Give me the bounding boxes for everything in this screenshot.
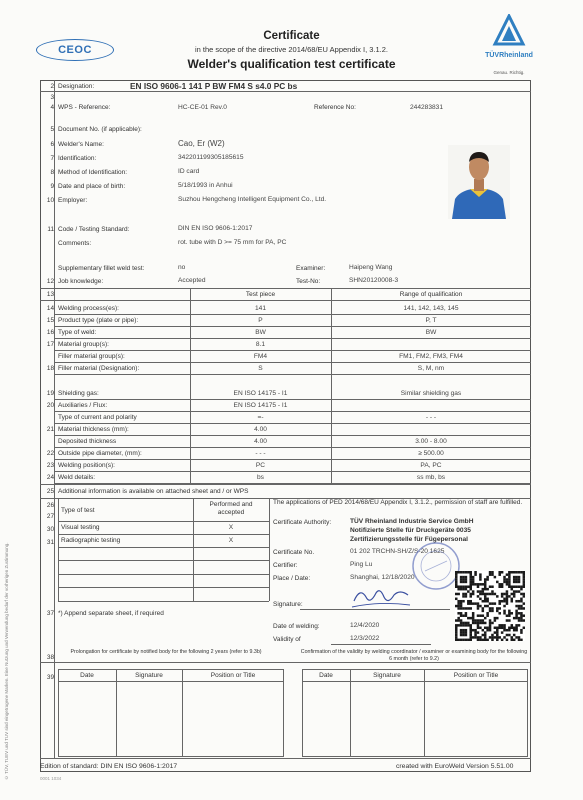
additional-info-text: Additional information is available on attached sheet and / or WPS bbox=[58, 488, 249, 495]
detail-row-test-value: BW bbox=[255, 329, 266, 336]
birth-label: Date and place of birth: bbox=[58, 183, 126, 190]
fillet-test-label: Supplementary fillet weld test: bbox=[58, 265, 145, 272]
validity-value: 12/3/2022 bbox=[350, 635, 380, 642]
test-result-cell: X bbox=[228, 524, 234, 531]
detail-row-label: Material thickness (mm): bbox=[58, 426, 129, 433]
detail-row-label: Filler material group(s): bbox=[58, 353, 125, 360]
ceoc-logo: CEOC bbox=[36, 39, 114, 61]
svg-text:Genau. Richtig.: Genau. Richtig. bbox=[493, 70, 525, 75]
official-stamp bbox=[411, 541, 461, 591]
employer-label: Employer: bbox=[58, 197, 88, 204]
detail-row-test-value: S bbox=[258, 365, 263, 372]
detail-row-label: Auxiliaries / Flux: bbox=[58, 402, 108, 409]
test-type-cell: Visual testing bbox=[61, 524, 100, 531]
cert-no-value: 01 202 TRCHN-SH/Z/S-20 1625 bbox=[350, 548, 445, 555]
software-note: created with EuroWeld Version 5.51.00 bbox=[396, 763, 514, 770]
detail-row-number: 22 bbox=[46, 450, 54, 457]
detail-row-label: Product type (plate or pipe): bbox=[58, 317, 139, 324]
detail-row-test-value: 4.00 bbox=[254, 438, 267, 445]
wps-reference-label: WPS - Reference: bbox=[58, 104, 111, 111]
detail-row-test-value: - - - bbox=[255, 450, 266, 457]
test-type-cell: Radiographic testing bbox=[61, 537, 121, 544]
authority-line2: Notifizierte Stelle für Druckgeräte 0035 bbox=[350, 527, 471, 534]
detail-row-number: 21 bbox=[46, 426, 54, 433]
identification-label: Identification: bbox=[58, 155, 97, 162]
cert-no-label: Certificate No. bbox=[273, 549, 315, 556]
welder-certificate-title: Welder's qualification test certificate bbox=[187, 57, 396, 71]
fillet-test-value: no bbox=[178, 264, 186, 271]
detail-row-number: 16 bbox=[46, 329, 54, 336]
confirmation-table bbox=[302, 669, 528, 757]
reference-no-label: Reference No: bbox=[314, 104, 356, 111]
detail-row-number: 18 bbox=[46, 365, 54, 372]
examiner-label: Examiner: bbox=[296, 265, 326, 272]
detail-row-label: Filler material (Designation): bbox=[58, 365, 140, 372]
detail-row-test-value: bs bbox=[257, 474, 264, 481]
detail-row-range-value: ss mb, bs bbox=[416, 474, 446, 481]
place-date-value: Shanghai, 12/18/2020 bbox=[350, 574, 415, 581]
detail-row-label: Deposited thickness bbox=[58, 438, 117, 445]
detail-row-label: Type of weld: bbox=[58, 329, 97, 336]
detail-row-range-value: ≥ 500.00 bbox=[418, 450, 444, 457]
detail-row-range-value: P, T bbox=[425, 317, 437, 324]
identification-method-value: ID card bbox=[178, 168, 200, 175]
detail-row-test-value: =- bbox=[257, 414, 264, 421]
detail-row-number: 14 bbox=[46, 305, 54, 312]
detail-row-label: Material group(s): bbox=[58, 341, 109, 348]
detail-row-number: 24 bbox=[46, 474, 54, 481]
detail-row-label: Welding position(s): bbox=[58, 462, 115, 469]
detail-row-range-value: 3.00 - 8.00 bbox=[415, 438, 447, 445]
detail-row-range-value: - - - bbox=[425, 414, 437, 421]
comments-value: rot. tube with D >= 75 mm for PA, PC bbox=[178, 239, 287, 246]
certifier-value: Ping Lu bbox=[350, 561, 373, 568]
birth-value: 5/18/1993 in Anhui bbox=[178, 182, 233, 189]
detail-row-label: Shielding gas: bbox=[58, 390, 99, 397]
confirmation-signature-header: Signature bbox=[373, 672, 401, 679]
detail-row-range-value: FM1, FM2, FM3, FM4 bbox=[399, 353, 463, 360]
detail-row-test-value: EN ISO 14175 - I1 bbox=[233, 390, 288, 397]
detail-row-range-value: BW bbox=[425, 329, 437, 336]
comments-label: Comments: bbox=[58, 240, 92, 247]
test-no-value: SHN20120008-3 bbox=[349, 277, 399, 284]
detail-row-test-value: PC bbox=[255, 462, 266, 469]
test-piece-header: Test piece bbox=[245, 291, 276, 298]
testing-standard-label: Code / Testing Standard: bbox=[58, 226, 130, 233]
authority-line1: TÜV Rheinland Industrie Service GmbH bbox=[350, 518, 474, 525]
detail-row-test-value: 141 bbox=[254, 305, 266, 312]
detail-row-test-value: 4.00 bbox=[254, 426, 267, 433]
detail-row-range-value: Similar shielding gas bbox=[400, 390, 462, 397]
authority-line3: Zertifizierungsstelle für Fügepersonal bbox=[350, 536, 468, 543]
identification-value: 342201199305185615 bbox=[178, 154, 244, 161]
svg-text:TÜVRheinland: TÜVRheinland bbox=[485, 52, 533, 59]
detail-row-range-value: 141, 142, 143, 145 bbox=[403, 305, 459, 312]
detail-row-label: Weld details: bbox=[58, 474, 96, 481]
job-knowledge-value: Accepted bbox=[178, 277, 206, 284]
welding-date-label: Date of welding: bbox=[273, 623, 320, 630]
place-date-label: Place / Date: bbox=[273, 575, 311, 582]
range-header: Range of qualification bbox=[399, 291, 463, 298]
detail-row-number: 20 bbox=[46, 402, 54, 409]
test-no-label: Test-No: bbox=[296, 278, 321, 285]
detail-row-label: Type of current and polarity bbox=[58, 414, 137, 421]
detail-row-number: 23 bbox=[46, 462, 54, 469]
employer-value: Suzhou Hengcheng Intelligent Equipment Co., Ltd. bbox=[178, 196, 327, 203]
prolongation-date-header: Date bbox=[80, 672, 94, 679]
confirmation-note: Confirmation of the validity by welding coordinator / examiner or examining body for the following 6 month (refer to 9.2) bbox=[300, 649, 528, 662]
trademark-side-note: © TÜV, TUEV und TUV sind eingetragene Marken. Eine Nutzung und Verwendung bedarf der vorherigen Zustimmung. bbox=[4, 542, 9, 780]
detail-row-test-value: FM4 bbox=[253, 353, 268, 360]
detail-row-test-value: 8.1 bbox=[255, 341, 266, 348]
wps-reference-value: HC-CE-01 Rev.0 bbox=[178, 104, 227, 111]
welder-photo bbox=[448, 145, 510, 219]
detail-row-range-value: PA, PC bbox=[420, 462, 442, 469]
footer-code: 0001 1034 bbox=[40, 776, 62, 781]
detail-row-number: 17 bbox=[46, 341, 54, 348]
prolongation-table bbox=[58, 669, 284, 757]
detail-row-test-value: EN ISO 14175 - I1 bbox=[233, 402, 288, 409]
edition-of-standard: Edition of standard: DIN EN ISO 9606-1:2017 bbox=[40, 763, 178, 770]
reference-no-value: 244283831 bbox=[410, 104, 444, 111]
examiner-value: Haipeng Wang bbox=[349, 264, 393, 271]
prolongation-position-header: Position or Title bbox=[210, 672, 256, 679]
certificate-title: Certificate bbox=[263, 30, 320, 42]
qr-code bbox=[455, 571, 525, 641]
type-of-test-header: Type of test bbox=[61, 507, 95, 514]
document-no-label: Document No. (if applicable): bbox=[58, 126, 142, 133]
welder-name-value: Cao, Er (W2) bbox=[178, 139, 225, 148]
signature-label: Signature: bbox=[273, 601, 303, 608]
designation-label: Designation: bbox=[58, 83, 95, 90]
welding-date-value: 12/4/2020 bbox=[350, 622, 380, 629]
detail-row-range-value: S, M, nm bbox=[417, 365, 445, 372]
confirmation-position-header: Position or Title bbox=[453, 672, 499, 679]
detail-row-label: Welding process(es): bbox=[58, 305, 119, 312]
detail-row-label: Outside pipe diameter, (mm): bbox=[58, 450, 142, 457]
ped-intro: The applications of PED 2014/68/EU Appendix I, 3.1.2., permission of staff are fulfilled. bbox=[273, 499, 523, 506]
validity-label: Validity of bbox=[273, 636, 301, 643]
detail-row-test-value: P bbox=[258, 317, 263, 324]
prolongation-note: Prolongation for certificate by notified body for the following 2 years (refer to 9.3b) bbox=[70, 649, 262, 655]
job-knowledge-label: Job knowledge: bbox=[58, 278, 104, 285]
authority-label: Certificate Authority: bbox=[273, 519, 332, 526]
prolongation-signature-header: Signature bbox=[135, 672, 163, 679]
testing-standard-value: DIN EN ISO 9606-1:2017 bbox=[178, 225, 253, 232]
certifier-label: Certifier: bbox=[273, 562, 298, 569]
append-sheet-note: *) Append separate sheet, if required bbox=[58, 610, 164, 617]
identification-method-label: Method of Identification: bbox=[58, 169, 128, 176]
test-result-cell: X bbox=[228, 537, 234, 544]
certificate-page: CEOC TÜVRheinland Genau. Richtig. Certificate in the scope of the directive 2014/68/EU Appendix I, 3.1.2. Welder's qualification test certificate 2 Designation: EN ISO 9606-1 141 P BW FM4 S s4.0 PC bs 3 4 WPS - Reference: HC-CE-01 Rev.0 Reference No: 244283831 5 Document No. (if applicable): 6 Welder's Name: Cao, Er (W2) 7 Identification: 342201199305185615 8 Method of Identification: ID card 9 Date and place of birth: 5/18/1993 in Anhui 10 Employer: Suzhou Hengcheng Intelligent Equipment Co., Ltd. 11 Code / Testing Standard: DIN EN ISO 9606-1:2017 Comments: rot. tube with D >= 75 mm for PA, PC Supplementary fillet weld test: no Examiner: Haipeng Wang 12 Job knowledge: Accepted Test-No: SHN20120008-3 13 Test piece Range of qualification 14 Welding process(es): 141 141, 142, 143, 145 15 Product type (plate or pipe): P P, T 16 Type of weld: BW BW 17 Material group(s): 8.1 Filler material group(s): FM4 FM1, FM2, FM3, FM4 18 Filler material (Designation): S S, M, nm 19 Shielding gas: EN ISO 14175 - I1 Similar shielding gas 20 Auxiliaries / Flux: EN ISO 14175 - I1 Type of current and polarity =- - - - 21 Material thickness (mm): 4.00 Deposited thickness 4.00 3.00 - 8.00 22 Outside pipe diameter, (mm): - - - ≥ 500.00 23 Welding position(s): PC PA, PC 24 Weld details: bs ss mb, bs 25 Additional information is available on attached sheet and / or WPS 26 27 30 31 Type of test Performed and accepted Visual testing X Radiographic testing X The applications of PED 2014/68/EU Appendix I, 3.1.2., permission of staff are fulfilled. Certificate Authority: TÜV Rheinland Industrie Service GmbH Notifizierte Stelle für Druckgeräte 0035 Zertifizierungsstelle für Fügepersonal Certificate No. 01 202 TRCHN-SH/Z/S-20 1625 Certifier: Ping Lu Place / Date: Shanghai, 12/18/2020 Signature: 37 *) Append separate sheet, if required Date of welding: 12/4/2020 Validity of 12/3/2022 38 Prolongation for certificate by notified body for the following 2 years (refer to 9.3b) Confirmation of the validity by welding coordinator / examiner or examining body for the following 6 month (refer to 9.2) 39 Date Signature Position or Title Date Signature Position or Title Edition of standard: DIN EN ISO 9606-1:2017 created with EuroWeld Version 5.51.00 0001 1034 © TÜV, TUEV und TUV sind eingetragene Marken. Eine Nutzung und Verwendung bedarf der vorherigen Zustimmung. bbox=[0, 0, 583, 800]
welder-name-label: Welder's Name: bbox=[58, 141, 104, 148]
designation-value: EN ISO 9606-1 141 P BW FM4 S s4.0 PC bs bbox=[130, 81, 298, 91]
confirmation-date-header: Date bbox=[319, 672, 333, 679]
detail-row-number: 19 bbox=[46, 390, 54, 397]
certificate-subtitle: in the scope of the directive 2014/68/EU Appendix I, 3.1.2. bbox=[194, 45, 389, 54]
detail-row-number: 15 bbox=[46, 317, 54, 324]
performed-header: Performed and accepted bbox=[209, 501, 253, 516]
